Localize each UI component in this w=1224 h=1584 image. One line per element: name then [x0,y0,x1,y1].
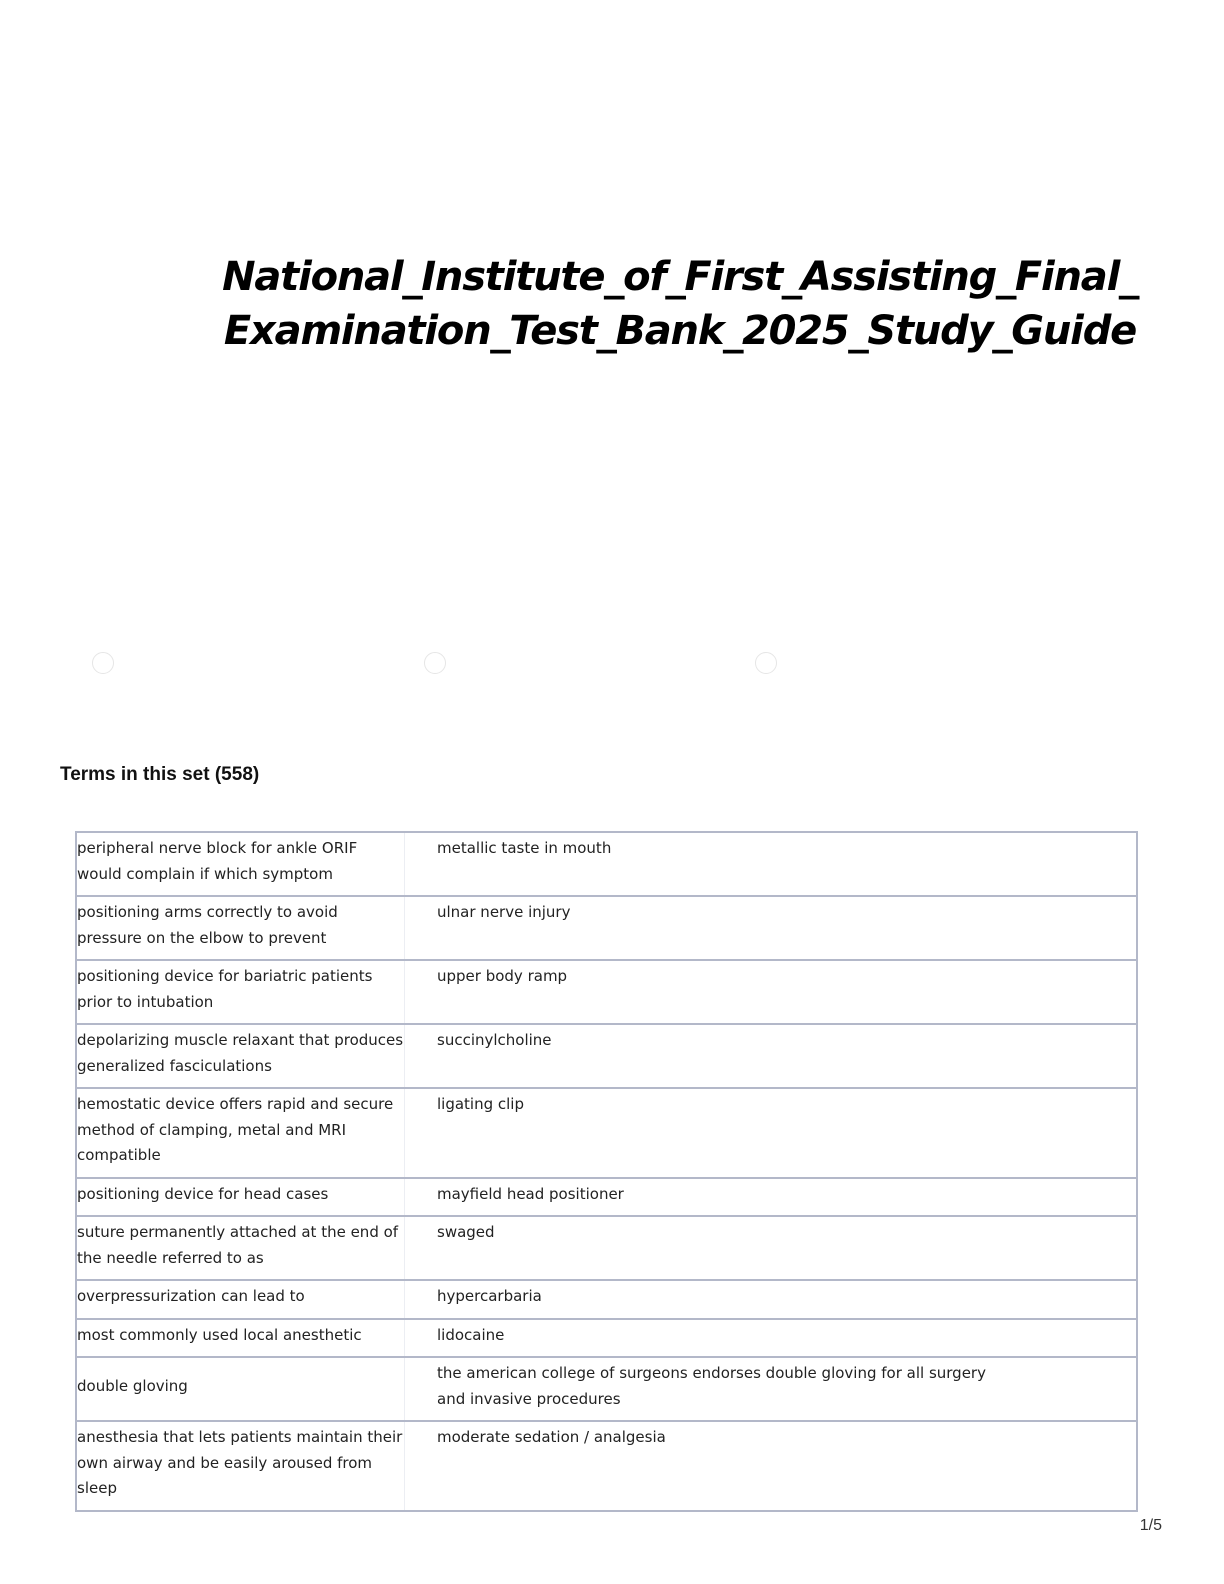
term-cell: positioning device for head cases [76,1178,405,1217]
definition-cell: mayfield head positioner [405,1178,1138,1217]
table-row [76,1421,1137,1511]
definition-cell: succinylcholine [405,1024,1138,1088]
term-cell: most commonly used local anesthetic [76,1319,405,1358]
term-cell: overpressurization can lead to [76,1280,405,1319]
term-cell: peripheral nerve block for ankle ORIF would complain if which symptom [76,832,405,896]
table-row [76,896,1137,960]
document-title [200,250,1160,358]
term-cell: positioning device for bariatric patients prior to intubation [76,960,405,1024]
definition-cell: upper body ramp [405,960,1138,1024]
document-title-line-2: Examination_Test_Bank_2025_Study_Guide [223,308,1137,354]
definition-cell: hypercarbaria [405,1280,1138,1319]
definition-cell: ulnar nerve injury [405,896,1138,960]
table-row [76,1280,1137,1319]
table-row [76,1216,1137,1280]
term-cell: anesthesia that lets patients maintain their own airway and be easily aroused from sleep [76,1421,405,1511]
table-row [76,960,1137,1024]
definition-cell: the american college of surgeons endorses double gloving for all surgery and invasive procedures [405,1357,1138,1421]
placeholder-circle-icon [92,652,114,674]
document-title-line-1: National_Institute_of_First_Assisting_Final_ [222,254,1138,300]
table-row [76,1088,1137,1178]
definition-cell: moderate sedation / analgesia [405,1421,1138,1511]
term-cell: depolarizing muscle relaxant that produces generalized fasciculations [76,1024,405,1088]
page-number: 1/5 [1139,1517,1162,1534]
placeholder-circle-icon [755,652,777,674]
placeholder-circle-icon [424,652,446,674]
definition-cell: swaged [405,1216,1138,1280]
terms-table [75,831,1138,1512]
table-row [76,1357,1137,1421]
definition-cell: lidocaine [405,1319,1138,1358]
term-cell: hemostatic device offers rapid and secure method of clamping, metal and MRI compatible [76,1088,405,1178]
terms-heading: Terms in this set (558) [60,764,260,785]
term-cell: suture permanently attached at the end of the needle referred to as [76,1216,405,1280]
term-cell: double gloving [76,1357,405,1421]
term-cell: positioning arms correctly to avoid pressure on the elbow to prevent [76,896,405,960]
definition-cell: ligating clip [405,1088,1138,1178]
table-row [76,1024,1137,1088]
definition-cell: metallic taste in mouth [405,832,1138,896]
table-row [76,832,1137,896]
table-row [76,1178,1137,1217]
table-row [76,1319,1137,1358]
